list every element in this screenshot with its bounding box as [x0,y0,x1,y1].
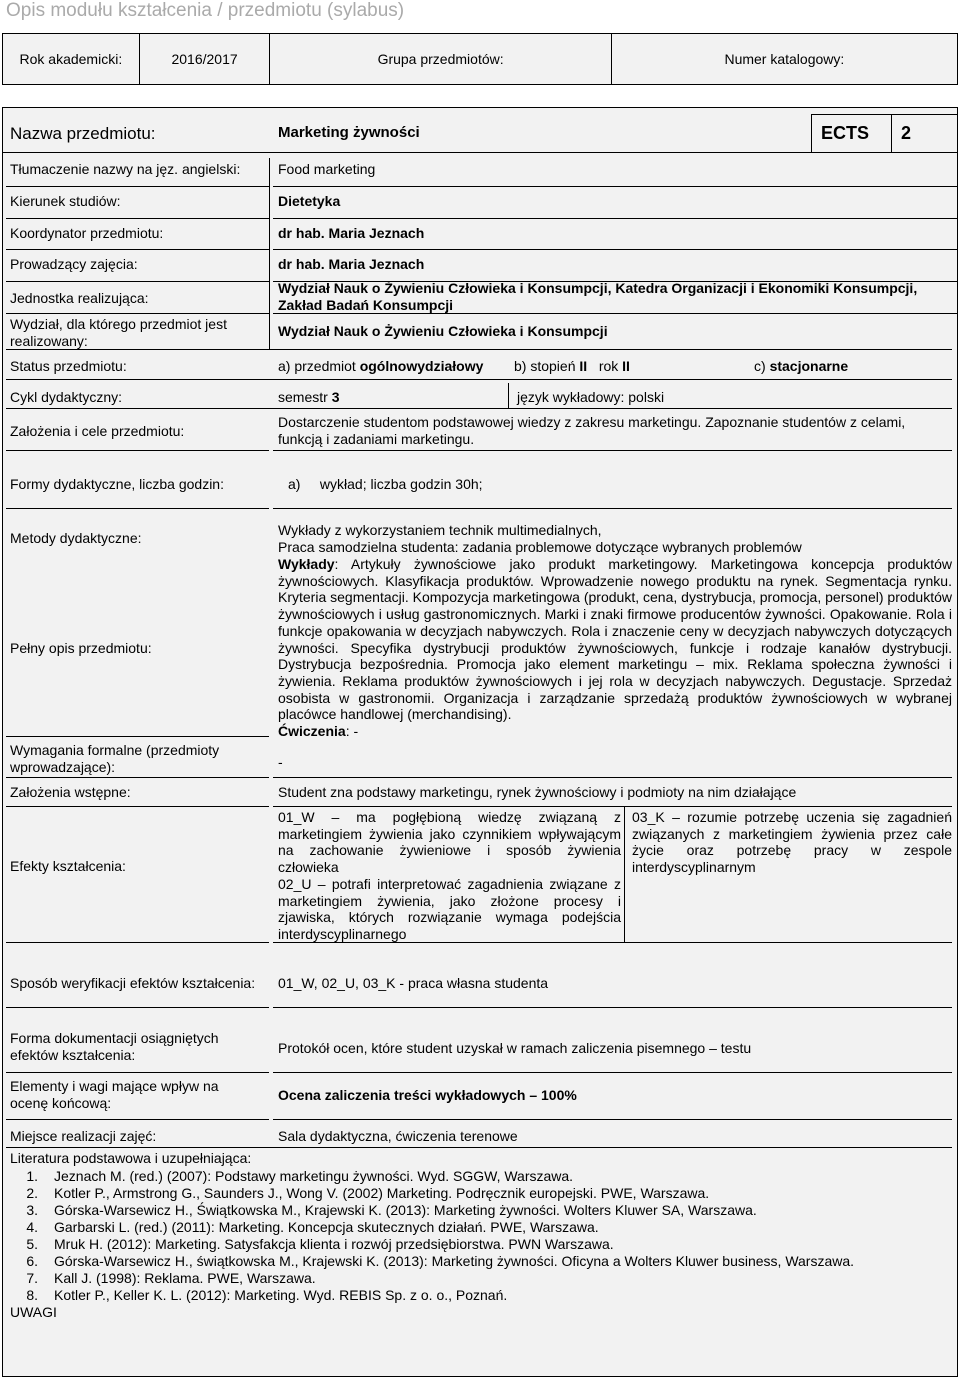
status-c-prefix: c) [754,358,770,374]
value-divider [273,186,957,187]
place-value: Sala dydaktyczna, ćwiczenia terenowe [278,1128,518,1144]
methods-label: Metody dydaktyczne: [10,530,142,546]
weights-label: Elementy i wagi mające wpływ na ocenę końcową: [10,1078,219,1111]
outcomes-left [278,809,621,943]
ects-divider-top [811,114,957,115]
forms-item-text: wykład; liczba godzin 30h; [319,476,483,492]
literature-item-text: Garbarski L. (red.) (2011): Marketing. Koncepcja skutecznych działań. PWE, Warszawa. [54,1219,599,1235]
row-divider [6,1072,269,1073]
literature-item [10,1236,614,1252]
literature-item-text: Jeznach M. (red.) (2007): Podstawy marketingu żywności. Wyd. SGGW, Warszawa. [54,1168,574,1184]
row-divider [6,508,269,509]
literature-item-number: 8. [26,1287,38,1303]
ects-divider-left [811,114,812,152]
outcomes-label: Efekty kształcenia: [10,858,126,874]
status-c-value: stacjonarne [769,358,849,374]
translation-label: Tłumaczenie nazwy na jęz. angielski: [10,161,241,177]
outcome-01-w: 01_W – ma pogłębioną wiedzę związaną z marketingiem żywienia jako czynnikiem wpływającym na zachowanie żywieniowe i sposób żywienia człowieka [278,809,621,876]
academic-year-value: 2016/2017 [140,34,271,84]
description-label: Pełny opis przedmiotu: [10,640,152,656]
faculty-value: Wydział Nauk o Żywieniu Człowieka i Konsumpcji [278,323,608,339]
outcome-03-k: 03_K – rozumie potrzebę uczenia się zagadnień związanych z marketingiem żywienia przez całe życie oraz potrzebę pracy w zespole interdyscyplinarnym [632,809,952,876]
cycle-semester-prefix: semestr [278,389,332,405]
ects-divider-right [891,114,892,152]
status-a [278,358,483,374]
verification-label: Sposób weryfikacji efektów kształcenia: [10,975,256,991]
literature-label: Literatura podstawowa i uzupełniająca: [10,1150,252,1166]
study-field-label: Kierunek studiów: [10,193,121,209]
row-divider [6,777,269,778]
literature-item [10,1219,599,1235]
description-exercises-text: : - [345,723,359,740]
course-group-label: Grupa przedmiotów: [270,34,611,84]
description-lectures-label: Wykłady [278,556,335,572]
requirements-value: - [278,754,283,770]
label-divider [6,313,269,314]
row-divider [6,736,269,737]
literature-item [10,1185,709,1201]
literature-item-number: 4. [26,1219,38,1235]
goals-value: Dostarczenie studentom podstawowej wiedzy z zakresu marketingu. Zapoznanie studentów z celami, funkcją i zadaniami marketingu. [278,414,906,447]
cycle-semester-value: 3 [331,389,340,405]
requirements-label: Wymagania formalne (przedmioty wprowadzające): [10,742,220,775]
value-divider [273,218,957,219]
description-value [278,556,952,740]
literature-item-number: 1. [26,1168,38,1184]
place-label: Miejsce realizacji zajęć: [10,1128,157,1144]
literature-item-number: 7. [26,1270,38,1286]
literature-item-text: Mruk H. (2012): Marketing. Satysfakcja klienta i rozwój przedsiębiorstwa. PWN Warszawa. [54,1236,614,1252]
status-label: Status przedmiotu: [10,358,127,374]
row-divider [6,806,269,807]
translation-value: Food marketing [278,161,376,177]
methods-line-1: Wykłady z wykorzystaniem technik multimedialnych, [278,522,602,538]
label-divider [6,218,269,219]
cycle-label: Cykl dydaktyczny: [10,389,123,405]
catalog-number-label: Numer katalogowy: [724,51,845,67]
literature-item-number: 2. [26,1185,38,1201]
row-divider [273,508,952,509]
description-lectures-text: : Artykuły żywnościowe jako produkt marketingowy. Marketingowa koncepcja produktów żywnościowych. Klasyfikacja produktów. Wprowadzenie nowego produktu na rynek. Segmentacja rynku. Kryteria segmentacji. Kompozycja marketingowa (produkt, cena, dystrybucja, promocja, personel) produktów żywnościowych i usług gastronomicznych. Marki i znaki firmowe producentów żywności. Opakowanie. Rola i funkcje opakowania w decyzjach nabywczych. Rola i znaczenie ceny w decyzjach nabywczych dotyczących żywności. Specyfika dystrybucji produktów żywnościowych, funkcje i rodzaje kanałów dystrybucji. Dystrybucja bezpośrednia. Promocja jako element marketingu – mix. Reklama społeczna żywności i żywienia. Reklama produktów żywnościowych i jej rola w decyzjach nabywczych. Degustacje. Sprzedaż osobista w gastronomii. Organizacja i zarządzanie sprzedażą produktów żywnościowych w wybranej placówce handlowej (merchandising). [278,556,952,723]
status-b-prefix: b) stopień [514,358,580,374]
ects-label: ECTS [821,123,870,143]
literature-item-text: Górska-Warsewicz H., Świątkowska M., Krajewski K. (2013): Marketing żywności. Wolters Kluwer SA, Warszawa. [54,1202,757,1218]
documentation-label: Forma dokumentacji osiągniętych efektów kształcenia: [10,1030,219,1063]
outcomes-divider [624,806,625,942]
status-a-prefix: a) przedmiot [278,358,360,374]
row-divider [273,1119,952,1120]
literature-item [10,1287,507,1303]
row-divider [6,1147,952,1148]
label-divider [6,249,269,250]
row-divider [273,1007,952,1008]
row-divider [273,942,952,943]
unit-value: Wydział Nauk o Żywieniu Człowieka i Konsumpcji, Katedra Organizacji i Ekonomiki Konsumpcji, Zakład Badań Konsumpcji [278,280,918,313]
unit-label: Jednostka realizująca: [10,290,149,306]
cycle-language: język wykładowy: polski [517,389,665,405]
column-divider [269,158,270,350]
prerequisites-label: Założenia wstępne: [10,784,131,800]
literature-item [10,1168,573,1184]
documentation-value: Protokół ocen, które student uzyskał w ramach zaliczenia pisemnego – testu [278,1040,752,1056]
row-divider [6,1007,269,1008]
academic-year-label: Rok akademicki: [3,34,140,84]
verification-value: 01_W, 02_U, 03_K - praca własna studenta [278,975,549,991]
row-divider [3,152,957,153]
literature-item-text: Górska-Warsewicz H., świątkowska M., Krajewski K. (2013): Marketing żywności. Oficyna a Wolters Kluwer business, Warszawa. [54,1253,855,1269]
status-b-year: II [622,358,630,374]
faculty-label: Wydział, dla którego przedmiot jest realizowany: [10,316,227,349]
notes-label: UWAGI [10,1304,57,1320]
status-b-year-prefix: rok [598,358,623,374]
coordinator-value: dr hab. Maria Jeznach [278,225,425,241]
forms-item [288,476,483,492]
literature-item [10,1253,854,1269]
literature-item-text: Kall J. (1998): Reklama. PWE, Warszawa. [54,1270,316,1286]
value-divider [273,249,957,250]
literature-item [10,1270,316,1286]
row-divider [6,379,952,380]
label-divider [6,186,269,187]
course-name-label: Nazwa przedmiotu: [10,124,156,143]
row-divider [6,408,952,409]
row-divider [273,450,952,451]
status-c [754,358,848,374]
document-title: Opis modułu kształcenia / przedmiotu (sylabus) [6,0,405,21]
coordinator-label: Koordynator przedmiotu: [10,225,164,241]
syllabus-body [2,107,958,1377]
course-name-value: Marketing żywności [278,124,420,141]
literature-item-text: Kotler P., Armstrong G., Saunders J., Wong V. (2002) Marketing. Podręcznik europejski. PWE, Warszawa. [54,1185,710,1201]
academic-header [2,33,958,85]
instructors-value: dr hab. Maria Jeznach [278,256,425,272]
forms-label: Formy dydaktyczne, liczba godzin: [10,476,224,492]
study-field-value: Dietetyka [278,193,341,209]
row-divider [273,777,952,778]
cycle-semester [278,389,339,405]
forms-item-letter: a) [288,476,301,492]
status-a-value: ogólnowydziałowy [359,358,484,374]
row-divider [273,1072,952,1073]
goals-label: Założenia i cele przedmiotu: [10,423,185,439]
description-exercises-label: Ćwiczenia [278,723,346,740]
prerequisites-value: Student zna podstawy marketingu, rynek żywnościowy i podmioty na nim działające [278,784,797,800]
outcome-02-u: 02_U – potrafi interpretować zagadnienia związane z marketingiem żywienia, jako złożone procesy i zjawiska, których rozwiązanie wymaga podejścia interdyscyplinarnego [278,875,621,942]
literature-item [10,1202,757,1218]
row-divider [6,450,269,451]
cycle-divider [508,383,509,408]
literature-item-number: 6. [26,1253,38,1269]
literature-item-text: Kotler P., Keller K. L. (2012): Marketing. Wyd. REBIS Sp. z o. o., Poznań. [54,1287,508,1303]
methods-line-2: Praca samodzielna studenta: zadania problemowe dotyczące wybranych problemów [278,539,802,555]
row-divider [273,806,952,807]
label-divider [6,281,269,282]
weights-value: Ocena zaliczenia treści wykładowych – 100% [278,1087,577,1103]
status-b [514,358,630,374]
instructors-label: Prowadzący zajęcia: [10,256,138,272]
row-divider [6,1119,269,1120]
row-divider [6,942,269,943]
ects-value: 2 [901,123,912,143]
status-b-level: II [579,358,588,374]
literature-item-number: 3. [26,1202,38,1218]
literature-item-number: 5. [26,1236,38,1252]
